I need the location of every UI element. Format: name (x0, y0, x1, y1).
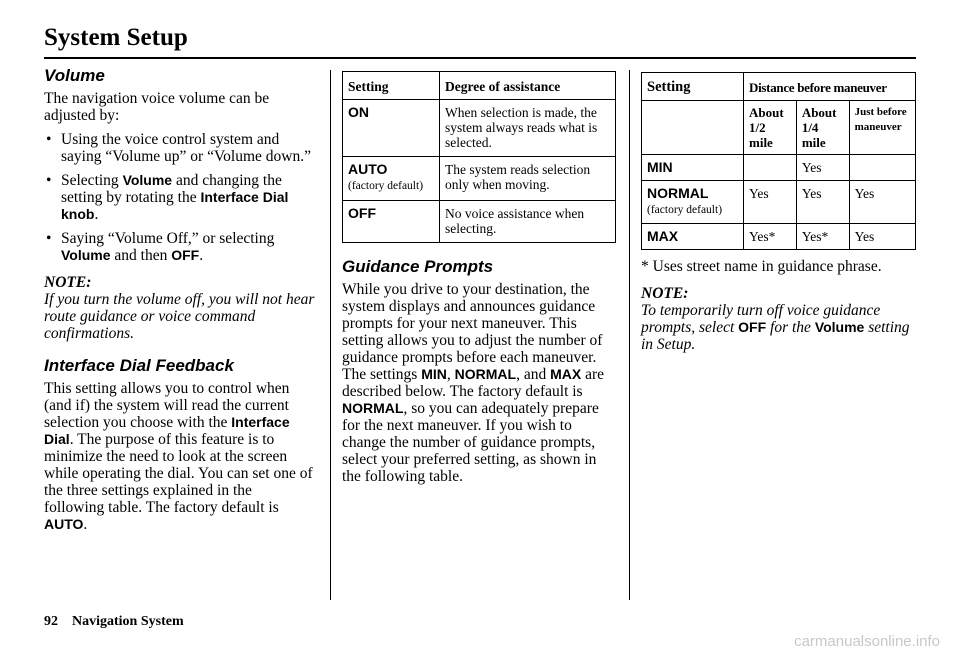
bullet-text: and then (110, 247, 172, 264)
setting-cell (642, 224, 744, 250)
table-row (642, 181, 916, 224)
note-fragment: setting in Setup. (641, 319, 910, 353)
note-heading: NOTE: (44, 274, 92, 291)
table-row (343, 100, 616, 157)
interface-dial-feedback-heading: Interface Dial Feedback (44, 356, 234, 375)
header-distance: Distance before maneuver (744, 73, 916, 101)
note-fragment: To temporarily turn off voice guidance prompts, select (641, 302, 881, 336)
page-number: 92 (44, 614, 58, 629)
description-cell: No voice assistance when selecting. (440, 201, 616, 243)
list-item (44, 230, 316, 264)
bullet-text: . (94, 206, 99, 223)
setting-cell (343, 201, 440, 243)
note-heading: NOTE: (641, 285, 689, 302)
footnote: * Uses street name in guidance phrase. (641, 258, 882, 275)
guidance-prompts-table (641, 72, 916, 250)
paragraph-text: . The purpose of this feature is to minimize the need to look at the screen while operating the dial. You can set one of the three settings explained in the following table. The factory default is (44, 431, 313, 516)
keyword-off: OFF (738, 319, 767, 335)
interface-dial-feedback-text (44, 380, 316, 533)
table-row (642, 155, 916, 181)
value-cell (744, 155, 797, 181)
setting-name: NORMAL (647, 185, 709, 201)
column-divider (330, 70, 331, 600)
setting-name: MAX (647, 228, 679, 244)
column-divider (629, 70, 630, 600)
note-text (641, 302, 917, 353)
value-cell: Yes (796, 181, 849, 224)
subheader-quarter-mile: About 1/4 mile (796, 101, 849, 155)
column-right (641, 66, 917, 363)
note-fragment: for the (766, 319, 815, 336)
header-setting: Setting (642, 73, 744, 101)
header-setting: Setting (343, 72, 440, 100)
voice-assistance-table (342, 71, 616, 243)
paragraph-text: . (83, 516, 88, 533)
setting-cell (343, 157, 440, 201)
guidance-prompts-text (342, 281, 618, 485)
bullet-text: . (199, 247, 204, 264)
factory-default-label: (factory default) (647, 204, 723, 216)
bullet-text: Selecting (61, 172, 123, 189)
setting-name: OFF (348, 205, 376, 221)
setting-name: ON (348, 104, 369, 120)
column-middle (342, 66, 618, 492)
keyword-min: MIN (421, 366, 447, 382)
list-item (44, 131, 316, 165)
page-title: System Setup (44, 24, 188, 51)
keyword-normal: NORMAL (342, 400, 404, 416)
volume-intro: The navigation voice volume can be adjusted by: (44, 90, 270, 124)
watermark: carmanualsonline.info (794, 633, 940, 650)
table-header-row (343, 72, 616, 100)
table-row (642, 224, 916, 250)
value-cell: Yes* (796, 224, 849, 250)
keyword-interface-dial-knob: Interface Dial knob (61, 189, 289, 222)
value-cell: Yes (796, 155, 849, 181)
value-cell (849, 155, 915, 181)
subheader-just-before: Just before maneuver (849, 101, 915, 155)
description-cell: When selection is made, the system always reads what is selected. (440, 100, 616, 157)
value-cell: Yes (744, 181, 797, 224)
bullet-text: Saying “Volume Off,” or selecting (61, 230, 275, 247)
value-cell: Yes (849, 224, 915, 250)
title-divider (44, 57, 916, 59)
keyword-volume: Volume (61, 247, 111, 263)
paragraph-text: While you drive to your destination, the system displays and announces guidance prompts for your next maneuver. This setting allows you to adjust the number of guidance prompts before each maneuver. The settings (342, 281, 603, 383)
column-left (44, 66, 316, 540)
setting-cell (642, 181, 744, 224)
guidance-prompts-heading: Guidance Prompts (342, 257, 494, 276)
bullet-text: and changing the setting by rotating the (61, 172, 282, 206)
note-text: If you turn the volume off, you will not hear route guidance or voice command confirmations. (44, 291, 315, 342)
setting-name: AUTO (348, 161, 388, 177)
setting-cell (343, 100, 440, 157)
table-subheader-row (642, 101, 916, 155)
paragraph-text: are described below. The factory default is (342, 366, 605, 400)
factory-default-label: (factory default) (348, 180, 424, 192)
paragraph-text: , (446, 366, 455, 383)
subheader-half-mile: About 1/2 mile (744, 101, 797, 155)
paragraph-text: , and (516, 366, 551, 383)
value-cell: Yes (849, 181, 915, 224)
header-degree: Degree of assistance (440, 72, 616, 100)
page-footer (44, 614, 184, 630)
keyword-interface-dial: Interface Dial (44, 414, 290, 447)
paragraph-text: This setting allows you to control when (and if) the system will read the current selection you choose with the (44, 380, 290, 431)
keyword-normal: NORMAL (454, 366, 517, 382)
list-item (44, 172, 316, 223)
keyword-volume: Volume (122, 172, 173, 188)
table-row (343, 201, 616, 243)
value-cell: Yes* (744, 224, 797, 250)
description-cell: The system reads selection only when moving. (440, 157, 616, 201)
footer-title: Navigation System (72, 614, 184, 629)
keyword-auto: AUTO (44, 516, 84, 532)
table-row (343, 157, 616, 201)
keyword-max: MAX (550, 366, 582, 382)
setting-name: MIN (647, 159, 673, 175)
paragraph-text: , so you can adequately prepare for the next maneuver. If you wish to change the number of guidance prompts, select your preferred setting, as shown in the following table. (342, 400, 599, 485)
table-header-row (642, 73, 916, 101)
empty-cell (642, 101, 744, 155)
setting-cell (642, 155, 744, 181)
keyword-off: OFF (171, 247, 200, 263)
volume-methods-list (44, 131, 316, 264)
bullet-text: Using the voice control system and saying “Volume up” or “Volume down.” (61, 131, 311, 165)
volume-heading: Volume (44, 66, 105, 85)
keyword-volume: Volume (814, 319, 865, 335)
